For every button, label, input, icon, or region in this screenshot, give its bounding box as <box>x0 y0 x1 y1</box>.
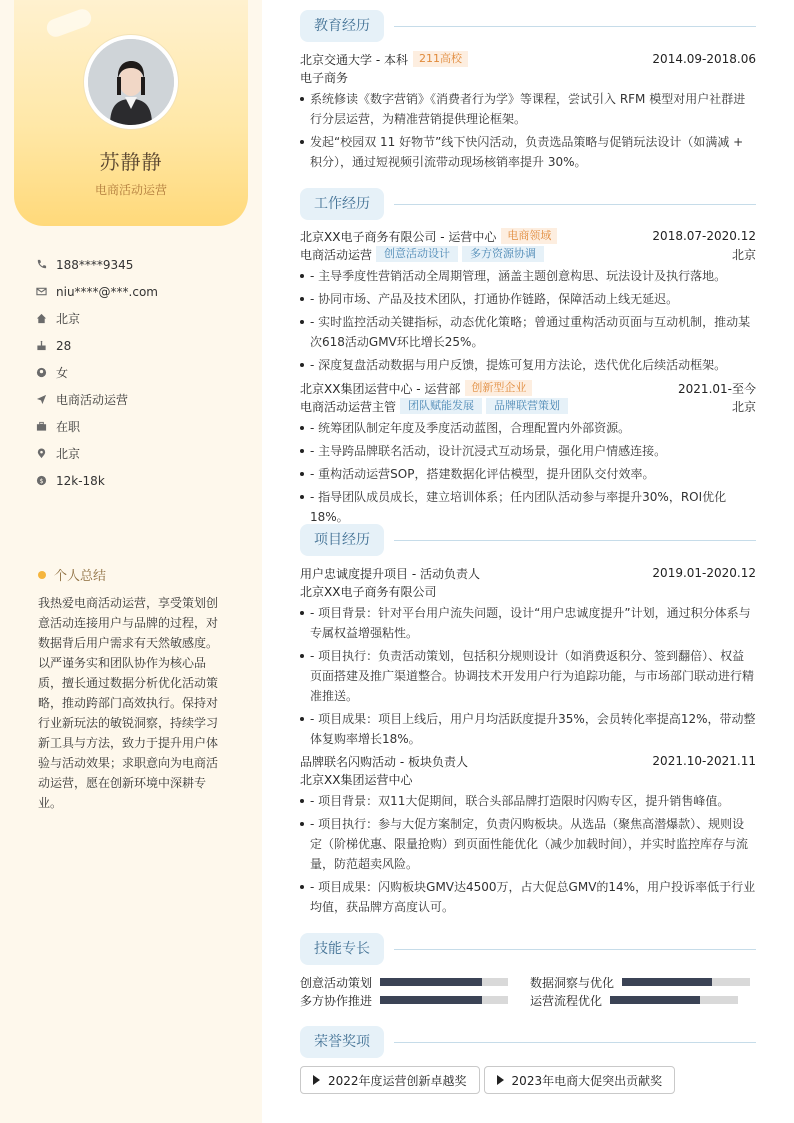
project-period: 2019.01-2020.12 <box>652 566 756 580</box>
role-tag: 品牌联营策划 <box>486 398 568 414</box>
role-name: 电商活动运营 <box>300 247 373 262</box>
project-org: 北京XX集团运营中心 <box>300 772 413 787</box>
project-header <box>300 564 756 582</box>
skill-item <box>300 991 508 1009</box>
skill-item <box>530 991 738 1009</box>
skill-name: 创意活动策划 <box>300 975 373 990</box>
briefcase-icon <box>36 421 56 432</box>
skill-item <box>300 973 508 991</box>
salary-icon <box>36 475 56 486</box>
list-item: - 项目背景：双11大促期间，联合头部品牌打造限时闪购专区，提升销售峰值。 <box>300 791 756 811</box>
phone-icon <box>36 259 56 270</box>
work-entry <box>300 227 756 375</box>
section-title: 教育经历 <box>300 10 384 42</box>
skill-bar <box>380 978 508 986</box>
candidate-name: 苏静静 <box>99 150 163 174</box>
section-title: 工作经历 <box>300 188 384 220</box>
mail-icon <box>36 286 56 297</box>
list-item: - 重构活动运营SOP，搭建数据化评估模型，提升团队交付效率。 <box>300 464 756 484</box>
section-projects <box>300 524 756 556</box>
play-triangle-icon <box>497 1075 504 1085</box>
section-divider <box>394 26 756 27</box>
work-city: 北京 <box>731 247 756 262</box>
skill-bar-fill <box>622 978 712 986</box>
info-home <box>36 305 158 332</box>
decorative-pill <box>44 7 93 40</box>
list-item: - 实时监控活动关键指标，动态优化策略；曾通过重构活动页面与互动机制，推动某次618活动GMV环比增长25%。 <box>300 312 756 352</box>
education-header <box>300 50 756 68</box>
section-education <box>300 10 756 42</box>
honor-text: 2022年度运营创新卓越奖 <box>328 1073 467 1088</box>
work-bullets <box>300 266 756 375</box>
work-period: 2018.07-2020.12 <box>652 229 756 243</box>
education-entry <box>300 50 756 172</box>
person-icon <box>88 39 174 125</box>
education-major-row <box>300 68 756 86</box>
info-text: 电商活动运营 <box>56 393 129 407</box>
svg-text:$: $ <box>39 476 44 485</box>
sidebar <box>0 0 262 1123</box>
honors-list <box>300 1066 679 1094</box>
project-period: 2021.10-2021.11 <box>652 754 756 768</box>
skill-name: 多方协作推进 <box>300 993 373 1008</box>
info-city <box>36 440 158 467</box>
info-status <box>36 413 158 440</box>
skill-name: 数据洞察与优化 <box>530 975 615 990</box>
list-item: - 指导团队成员成长，建立培训体系；任内团队活动参与率提升30%，ROI优化18%。 <box>300 487 756 527</box>
skill-bar <box>622 978 750 986</box>
info-text: 在职 <box>56 420 81 434</box>
section-title: 项目经历 <box>300 524 384 556</box>
play-triangle-icon <box>313 1075 320 1085</box>
project-entry <box>300 564 756 749</box>
work-city: 北京 <box>731 399 756 414</box>
work-role-row <box>300 245 756 263</box>
section-skills <box>300 933 756 965</box>
info-text: 28 <box>56 338 72 353</box>
list-item: 发起“校园双 11 好物节”线下快闪活动，负责选品策略与促销玩法设计（如满减 + 积分），通过短视频引流带动现场核销率提升 30%。 <box>300 132 756 172</box>
info-text: 12k-18k <box>56 473 105 488</box>
info-age <box>36 332 158 359</box>
info-intent <box>36 386 158 413</box>
role-tag: 团队赋能发展 <box>400 398 482 414</box>
work-role-row <box>300 397 756 415</box>
skill-bar <box>380 996 508 1004</box>
section-title: 技能专长 <box>300 933 384 965</box>
list-item: - 深度复盘活动数据与用户反馈，提炼可复用方法论，迭代优化后续活动框架。 <box>300 355 756 375</box>
section-honors <box>300 1026 756 1058</box>
summary-text: 我热爱电商活动运营，享受策划创意活动连接用户与品牌的过程，对数据背后用户需求有天然敏感度。以严谨务实和团队协作为核心品质，擅长通过数据分析优化活动策略，推动跨部门高效执行。保持对行业新玩法的敏锐洞察，持续学习新工具与方法，致力于提升用户体验与活动效果；求职意向为电商活动运营，愿在创新环境中深耕专业。 <box>38 596 219 810</box>
school-name: 北京交通大学 - 本科 <box>300 52 408 67</box>
list-item: - 项目背景：针对平台用户流失问题，设计“用户忠诚度提升”计划，通过积分体系与专属权益增强粘性。 <box>300 603 756 643</box>
bullet-dot-icon <box>38 571 46 579</box>
project-bullets <box>300 603 756 749</box>
info-email <box>36 278 158 305</box>
school-tag: 211高校 <box>413 51 468 67</box>
info-text: 女 <box>56 366 69 380</box>
list-item: - 项目执行：负责活动策划，包括积分规则设计（如消费返积分、签到翻倍）、权益页面搭建及推广渠道整合。协调技术开发用户行为追踪功能，与市场部门联动进行精准推送。 <box>300 646 756 706</box>
education-major: 电子商务 <box>300 70 349 85</box>
info-salary <box>36 467 158 494</box>
honor-item <box>300 1066 480 1094</box>
list-item: - 项目执行：参与大促方案制定，负责闪购板块。从选品（聚焦高潜爆款）、规则设定（阶梯优惠、限量抢购）到页面性能优化（减少加载时间），并实时监控库存与流量，防范超卖风险。 <box>300 814 756 874</box>
section-work <box>300 188 756 220</box>
summary-heading <box>38 565 106 584</box>
company-name: 北京XX集团运营中心 - 运营部 <box>300 381 461 396</box>
skill-bar-fill <box>380 978 482 986</box>
skill-bar-fill <box>380 996 482 1004</box>
project-name: 用户忠诚度提升项目 - 活动负责人 <box>300 566 480 581</box>
avatar <box>84 35 178 129</box>
project-header <box>300 752 756 770</box>
role-tag: 多方资源协调 <box>462 246 544 262</box>
education-period: 2014.09-2018.06 <box>652 52 756 66</box>
work-header <box>300 379 756 397</box>
section-divider <box>394 540 756 541</box>
list-item: - 项目成果：项目上线后，用户月均活跃度提升35%，会员转化率提高12%，带动整体复购率增长18%。 <box>300 709 756 749</box>
honor-text: 2023年电商大促突出贡献奖 <box>511 1073 663 1088</box>
candidate-title: 电商活动运营 <box>94 183 167 197</box>
skill-bar <box>610 996 738 1004</box>
project-org-row <box>300 770 756 788</box>
list-item: - 项目成果：闪购板块GMV达4500万，占大促总GMV的14%，用户投诉率低于行业均值，获品牌方高度认可。 <box>300 877 756 917</box>
project-entry <box>300 752 756 917</box>
gender-icon <box>36 367 56 378</box>
summary-heading-text: 个人总结 <box>54 569 107 584</box>
honor-item <box>484 1066 676 1094</box>
info-phone <box>36 251 158 278</box>
company-tag: 电商领域 <box>501 228 557 244</box>
section-divider <box>394 1042 756 1043</box>
list-item: - 主导跨品牌联名活动，设计沉浸式互动场景，强化用户情感连接。 <box>300 441 756 461</box>
company-tag: 创新型企业 <box>465 380 532 396</box>
work-entry <box>300 379 756 527</box>
project-org: 北京XX电子商务有限公司 <box>300 584 437 599</box>
list-item: 系统修读《数字营销》《消费者行为学》等课程，尝试引入 RFM 模型对用户社群进行分层运营，为精准营销提供理论框架。 <box>300 89 756 129</box>
role-name: 电商活动运营主管 <box>300 399 397 414</box>
avatar-photo <box>88 39 174 125</box>
role-tag: 创意活动设计 <box>376 246 458 262</box>
work-period: 2021.01-至今 <box>678 381 756 396</box>
skill-bar-fill <box>610 996 700 1004</box>
info-text: 188****9345 <box>56 257 134 272</box>
education-bullets <box>300 89 756 172</box>
section-divider <box>394 204 756 205</box>
list-item: - 协同市场、产品及技术团队，打通协作链路，保障活动上线无延迟。 <box>300 289 756 309</box>
project-org-row <box>300 582 756 600</box>
send-icon <box>36 394 56 405</box>
work-header <box>300 227 756 245</box>
skill-name: 运营流程优化 <box>530 993 603 1008</box>
cake-icon <box>36 340 56 351</box>
project-bullets <box>300 791 756 917</box>
skill-item <box>530 973 750 991</box>
info-text: 北京 <box>56 312 81 326</box>
info-gender <box>36 359 158 386</box>
section-title: 荣誉奖项 <box>300 1026 384 1058</box>
work-bullets <box>300 418 756 527</box>
info-text: 北京 <box>56 447 81 461</box>
project-name: 品牌联名闪购活动 - 板块负责人 <box>300 754 468 769</box>
company-name: 北京XX电子商务有限公司 - 运营中心 <box>300 229 497 244</box>
location-icon <box>36 448 56 459</box>
list-item: - 主导季度性营销活动全周期管理，涵盖主题创意构思、玩法设计及执行落地。 <box>300 266 756 286</box>
contact-info-list <box>36 251 158 494</box>
info-text: niu****@***.com <box>56 284 158 299</box>
home-icon <box>36 313 56 324</box>
section-divider <box>394 949 756 950</box>
list-item: - 统筹团队制定年度及季度活动蓝图，合理配置内外部资源。 <box>300 418 756 438</box>
